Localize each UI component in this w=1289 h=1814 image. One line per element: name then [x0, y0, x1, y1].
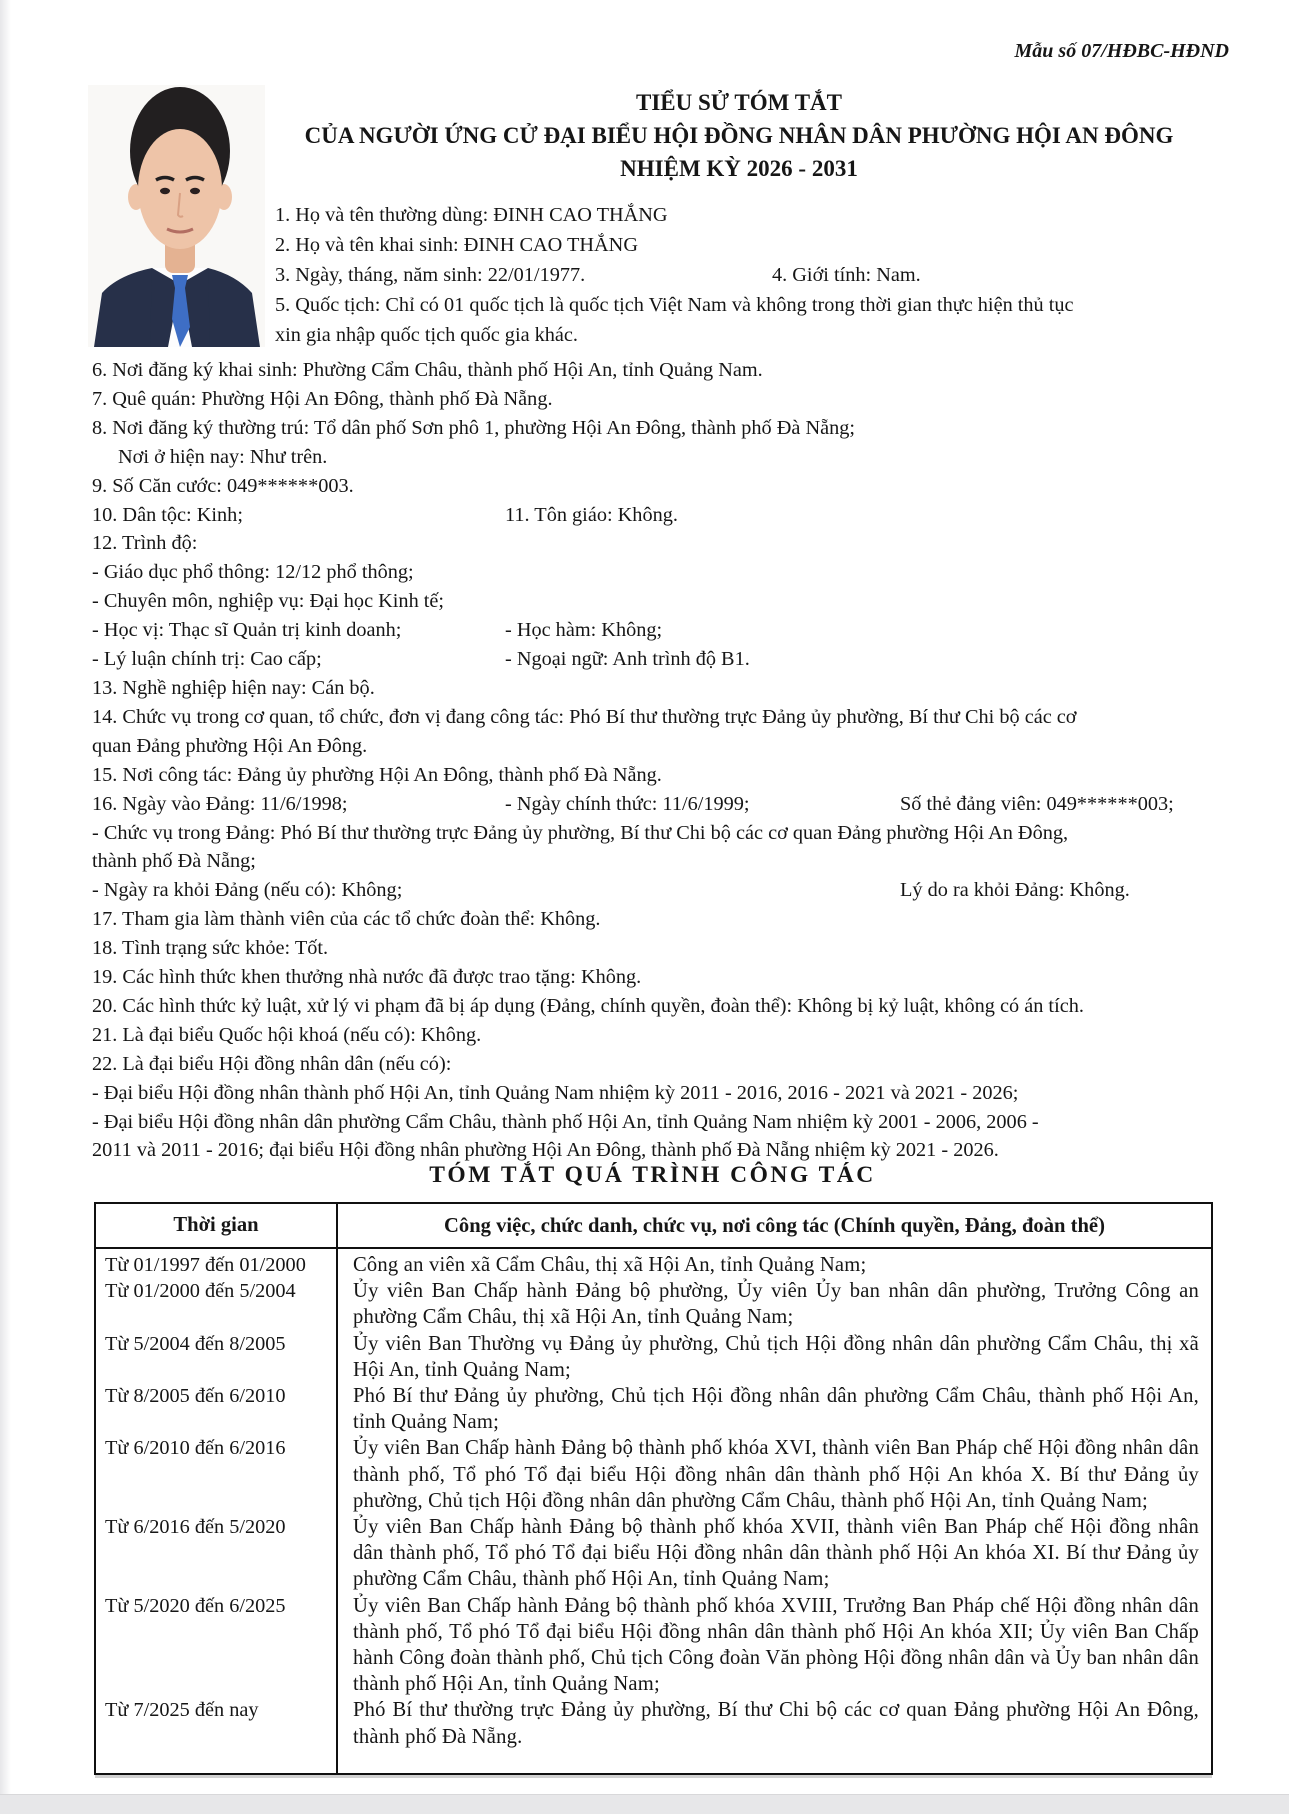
- biography-text: - Ngày ra khỏi Đảng (nếu có): Không;: [92, 879, 403, 902]
- biography-text: 1. Họ và tên thường dùng: ĐINH CAO THẮNG: [275, 204, 668, 226]
- biography-line: [275, 260, 1215, 290]
- biography-text-col2: 4. Giới tính: Nam.: [772, 264, 921, 286]
- biography-text: 5. Quốc tịch: Chỉ có 01 quốc tịch là quốc tịch Việt Nam và không trong thời gian thực hiện thủ tục: [275, 294, 1074, 316]
- biography-text: 6. Nơi đăng ký khai sinh: Phường Cẩm Châu, thành phố Hội An, tỉnh Quảng Nam.: [92, 359, 763, 381]
- biography-text: - Đại biểu Hội đồng nhân dân phường Cẩm Châu, thành phố Hội An, tỉnh Quảng Nam nhiệm kỳ 2001 - 2006, 2006 -: [92, 1110, 1039, 1133]
- biography-text: 18. Tình trạng sức khỏe: Tốt.: [92, 937, 329, 960]
- biography-line: [92, 616, 1215, 645]
- work-history-row: [96, 1514, 1211, 1593]
- biography-line: [92, 414, 1215, 443]
- biography-line: [275, 200, 1215, 230]
- biography-text: thành phố Đà Nẵng;: [92, 850, 256, 873]
- biography-text: - Giáo dục phổ thông: 12/12 phổ thông;: [92, 561, 414, 584]
- biography-line: [92, 385, 1215, 414]
- biography-text: 2011 và 2011 - 2016; đại biểu Hội đồng nhân phường Hội An Đông, thành phố Đà Nẵng nhiệm kỳ 2021 - 2026.: [92, 1139, 999, 1162]
- biography-text: 14. Chức vụ trong cơ quan, tổ chức, đơn vị đang công tác: Phó Bí thư thường trực Đảng ủy phường, Bí thư Chi bộ các cơ: [92, 705, 1077, 728]
- biography-line: [92, 847, 1215, 876]
- biography-text: 9. Số Căn cước: 049******003.: [92, 474, 354, 497]
- biography-text: 22. Là đại biểu Hội đồng nhân dân (nếu có):: [92, 1052, 452, 1075]
- biography-text: 16. Ngày vào Đảng: 11/6/1998;: [92, 792, 348, 815]
- biography-line: [92, 992, 1215, 1021]
- biography-text: 13. Nghề nghiệp hiện nay: Cán bộ.: [92, 676, 375, 699]
- work-history-row: [96, 1252, 1211, 1278]
- page-bottom-edge: [0, 1794, 1289, 1814]
- work-period: Từ 01/1997 đến 01/2000: [105, 1254, 306, 1276]
- biography-line: [275, 320, 1215, 350]
- form-number: Mẫu số 07/HĐBC-HĐND: [1014, 40, 1229, 62]
- biography-text: 20. Các hình thức kỷ luật, xử lý vi phạm đã bị áp dụng (Đảng, chính quyền, đoàn thể): Không bị kỷ luật, không có án tích.: [92, 994, 1084, 1017]
- document-title: [265, 86, 1213, 185]
- biography-text: 7. Quê quán: Phường Hội An Đông, thành phố Đà Nẵng.: [92, 387, 553, 410]
- biography-text: 21. Là đại biểu Quốc hội khoá (nếu có): Không.: [92, 1023, 482, 1046]
- biography-line: [92, 732, 1215, 761]
- work-period: Từ 5/2004 đến 8/2005: [105, 1332, 286, 1355]
- biography-line: [92, 761, 1215, 790]
- work-description: Ủy viên Ban Chấp hành Đảng bộ thành phố khóa XVIII, Trưởng Ban Pháp chế Hội đồng nhân dân thành phố, Tổ phó Tổ đại biểu Hội đồng nhân dân thành phố Hội An khóa XII; Ủy viên Ban Chấp hành Công đoàn thành phố, Chủ tịch Công đoàn Văn phòng Hội đồng nhân dân và Ủy ban nhân dân thành phố Hội An, tỉnh Quảng Nam;: [353, 1594, 1199, 1696]
- work-history-row: [96, 1435, 1211, 1514]
- biography-line: [92, 645, 1215, 674]
- biography-line: [92, 819, 1215, 848]
- biography-text: Nơi ở hiện nay: Như trên.: [118, 445, 328, 468]
- biography-line: [92, 790, 1215, 819]
- biography-text: - Đại biểu Hội đồng nhân thành phố Hội An, tỉnh Quảng Nam nhiệm kỳ 2011 - 2016, 2016 - 2021 và 2021 - 2026;: [92, 1081, 1019, 1104]
- biography-line: [275, 290, 1215, 320]
- biography-text: - Học vị: Thạc sĩ Quản trị kinh doanh;: [92, 619, 402, 642]
- work-description: Ủy viên Ban Chấp hành Đảng bộ thành phố khóa XVII, thành viên Ban Pháp chế Hội đồng nhân dân thành phố, Tổ phó Tổ đại biểu Hội đồng nhân dân thành phố Hội An khóa XI. Bí thư Đảng ủy phường Cẩm Châu, thành phố Hội An, tỉnh Quảng Nam;: [353, 1516, 1199, 1591]
- biography-text-col2: - Học hàm: Không;: [505, 619, 663, 642]
- work-history-row: [96, 1278, 1211, 1330]
- page-left-edge: [0, 0, 11, 1814]
- biography-items: [92, 356, 1215, 1165]
- biography-text-col2: - Ngày chính thức: 11/6/1999;: [505, 792, 750, 815]
- biography-text: quan Đảng phường Hội An Đông.: [92, 734, 368, 757]
- biography-text: 10. Dân tộc: Kinh;: [92, 503, 243, 526]
- eye-left: [160, 188, 170, 194]
- biography-text: 2. Họ và tên khai sinh: ĐINH CAO THẮNG: [275, 234, 638, 256]
- biography-line: [92, 674, 1215, 703]
- work-period: Từ 01/2000 đến 5/2004: [105, 1280, 296, 1303]
- work-period: Từ 6/2010 đến 6/2016: [105, 1437, 286, 1460]
- work-history-table-header: [96, 1204, 1211, 1249]
- portrait-illustration: [88, 85, 265, 347]
- biography-text-col3: Số thẻ đảng viên: 049******003;: [900, 792, 1174, 815]
- biography-line: [92, 356, 1215, 385]
- biography-line: [92, 703, 1215, 732]
- biography-text: 17. Tham gia làm thành viên của các tổ chức đoàn thể: Không.: [92, 908, 601, 931]
- biography-text: - Chức vụ trong Đảng: Phó Bí thư thường trực Đảng ủy phường, Bí thư Chi bộ các cơ quan Đảng phường Hội An Đông,: [92, 821, 1069, 844]
- biography-line: [92, 443, 1215, 472]
- work-description: Ủy viên Ban Chấp hành Đảng bộ phường, Ủy viên Ủy ban nhân dân phường, Trưởng Công an phường Cẩm Châu, thị xã Hội An, tỉnh Quảng Nam;: [353, 1280, 1199, 1329]
- work-description: Ủy viên Ban Thường vụ Đảng ủy phường, Chủ tịch Hội đồng nhân dân phường Cẩm Châu, thị xã Hội An, tỉnh Quảng Nam;: [353, 1332, 1199, 1381]
- biography-text: - Chuyên môn, nghiệp vụ: Đại học Kinh tế;: [92, 590, 445, 613]
- title-line-3: NHIỆM KỲ 2026 - 2031: [620, 156, 858, 181]
- work-description: Phó Bí thư Đảng ủy phường, Chủ tịch Hội đồng nhân dân phường Cẩm Châu, thành phố Hội An, tỉnh Quảng Nam;: [353, 1385, 1199, 1434]
- biography-text: 3. Ngày, tháng, năm sinh: 22/01/1977.: [275, 264, 586, 286]
- biography-line: [92, 587, 1215, 616]
- work-history-table: [94, 1202, 1213, 1775]
- work-history-row: [96, 1593, 1211, 1698]
- biography-text: 15. Nơi công tác: Đảng ủy phường Hội An Đông, thành phố Đà Nẵng.: [92, 763, 662, 786]
- biography-text: xin gia nhập quốc tịch quốc gia khác.: [275, 324, 579, 346]
- biography-line: [92, 472, 1215, 501]
- title-line-1: TIỂU SỬ TÓM TẮT: [636, 90, 842, 115]
- biography-line: [92, 963, 1215, 992]
- biography-line: [275, 230, 1215, 260]
- work-history-row: [96, 1331, 1211, 1383]
- biography-line: [92, 1050, 1215, 1079]
- title-line-2: CỦA NGƯỜI ỨNG CỬ ĐẠI BIỂU HỘI ĐỒNG NHÂN DÂN PHƯỜNG HỘI AN ĐÔNG: [304, 123, 1174, 148]
- work-description: Công an viên xã Cẩm Châu, thị xã Hội An, tỉnh Quảng Nam;: [353, 1254, 867, 1276]
- candidate-photo: [88, 85, 265, 347]
- work-period: Từ 8/2005 đến 6/2010: [105, 1385, 286, 1408]
- biography-text-col2: 11. Tôn giáo: Không.: [505, 503, 678, 526]
- biography-line: [92, 1021, 1215, 1050]
- work-period: Từ 5/2020 đến 6/2025: [105, 1594, 286, 1617]
- biography-items-beside-photo: [275, 200, 1215, 350]
- work-period: Từ 7/2025 đến nay: [105, 1699, 259, 1722]
- biography-text-col3: Lý do ra khỏi Đảng: Không.: [900, 879, 1130, 902]
- work-history-row: [96, 1383, 1211, 1435]
- biography-line: [92, 905, 1215, 934]
- work-history-row: [96, 1697, 1211, 1749]
- biography-text: - Lý luận chính trị: Cao cấp;: [92, 648, 322, 671]
- column-header-time: Thời gian: [96, 1204, 338, 1247]
- biography-text: 8. Nơi đăng ký thường trú: Tổ dân phố Sơn phô 1, phường Hội An Đông, thành phố Đà Nẵng;: [92, 416, 856, 439]
- biography-text: 12. Trình độ:: [92, 532, 198, 555]
- work-description: Phó Bí thư thường trực Đảng ủy phường, Bí thư Chi bộ các cơ quan Đảng phường Hội An Đông, thành phố Đà Nẵng.: [353, 1699, 1199, 1748]
- work-period: Từ 6/2016 đến 5/2020: [105, 1516, 286, 1539]
- biography-line: [92, 1079, 1215, 1108]
- biography-line: [92, 934, 1215, 963]
- biography-line: [92, 1108, 1215, 1137]
- biography-line: [92, 501, 1215, 530]
- biography-line: [92, 876, 1215, 905]
- biography-line: [92, 529, 1215, 558]
- work-description: Ủy viên Ban Chấp hành Đảng bộ thành phố khóa XVI, thành viên Ban Pháp chế Hội đồng nhân dân thành phố, Tổ phó Tổ đại biểu Hội đồng nhân dân thành phố Hội An khóa X. Bí thư Đảng ủy phường, Chủ tịch Hội đồng nhân dân phường Cẩm Châu, thành phố Hội An, tỉnh Quảng Nam;: [353, 1437, 1199, 1512]
- biography-line: [92, 558, 1215, 587]
- work-history-table-body: [96, 1249, 1211, 1773]
- biography-text: 19. Các hình thức khen thưởng nhà nước đã được trao tặng: Không.: [92, 966, 642, 989]
- biography-text-col2: - Ngoại ngữ: Anh trình độ B1.: [505, 648, 750, 671]
- column-header-description: Công việc, chức danh, chức vụ, nơi công tác (Chính quyền, Đảng, đoàn thể): [444, 1214, 1105, 1237]
- work-history-heading: TÓM TẮT QUÁ TRÌNH CÔNG TÁC: [429, 1162, 876, 1188]
- eye-right: [190, 188, 200, 194]
